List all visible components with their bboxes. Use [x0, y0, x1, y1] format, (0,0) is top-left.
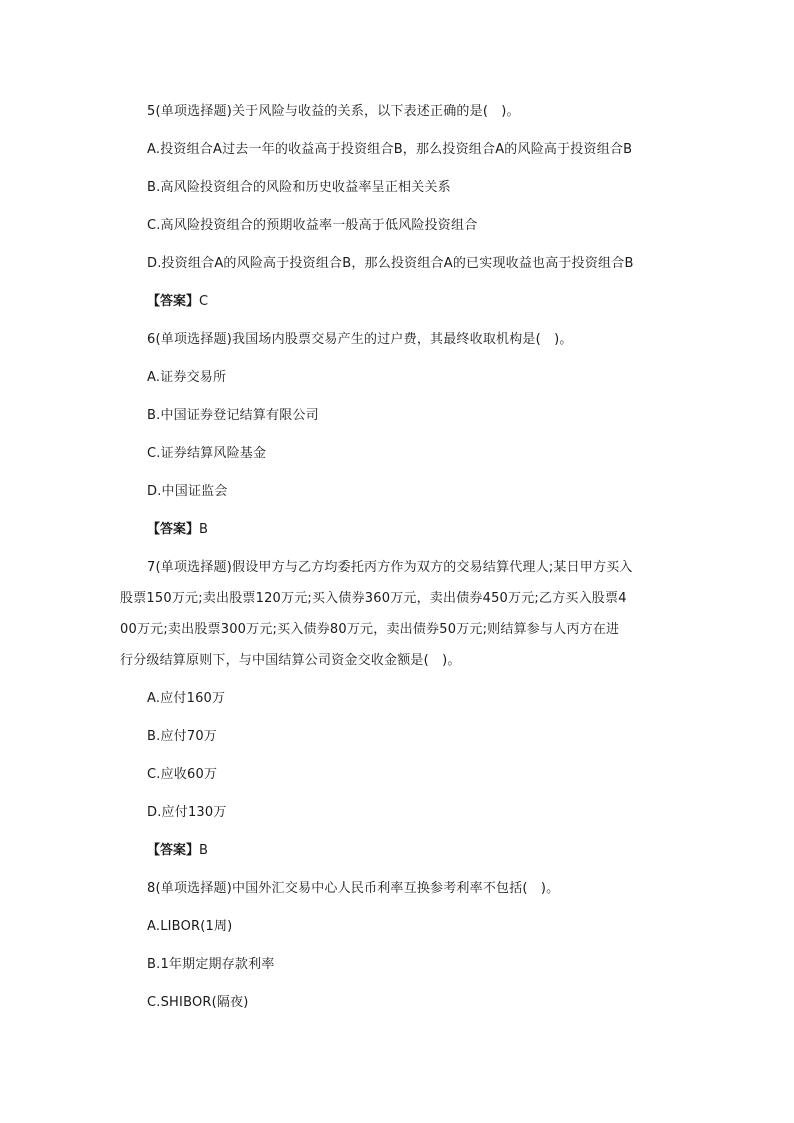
- question-7-option-d: D.应付130万: [147, 805, 227, 820]
- question-6-option-c: C.证券结算风险基金: [147, 446, 267, 461]
- question-7-stem-line-4: 行分级结算原则下，与中国结算公司资金交收金额是( )。: [120, 653, 461, 668]
- question-7-option-c: C.应收60万: [147, 767, 218, 782]
- answer-label: 【答案】: [147, 522, 200, 537]
- question-7-answer: [147, 842, 208, 860]
- question-7-stem-line-3: 00万元;卖出股票300万元;买入债券80万元，卖出债券50万元;则结算参与人丙方在进: [120, 622, 620, 637]
- question-6-option-d: D.中国证监会: [147, 484, 228, 499]
- question-5-option-a: A.投资组合A过去一年的收益高于投资组合B，那么投资组合A的风险高于投资组合B: [147, 142, 633, 157]
- question-5-stem: 5(单项选择题)关于风险与收益的关系，以下表述正确的是( )。: [147, 104, 520, 119]
- question-7-option-b: B.应付70万: [147, 729, 217, 744]
- question-6-stem: 6(单项选择题)我国场内股票交易产生的过户费，其最终收取机构是( )。: [147, 332, 573, 347]
- question-8-option-c: C.SHIBOR(隔夜): [147, 995, 249, 1010]
- question-5-option-b: B.高风险投资组合的风险和历史收益率呈正相关关系: [147, 180, 451, 195]
- answer-label: 【答案】: [147, 843, 200, 858]
- question-5-answer: [147, 293, 208, 311]
- question-7-stem-line-1: 7(单项选择题)假设甲方与乙方均委托丙方作为双方的交易结算代理人;某日甲方买入: [147, 560, 633, 575]
- question-7-stem-line-2: 股票150万元;卖出股票120万元;买入债券360万元，卖出债券450万元;乙方买入股票4: [120, 591, 627, 606]
- question-8-option-b: B.1年期定期存款利率: [147, 957, 275, 972]
- question-6-option-b: B.中国证券登记结算有限公司: [147, 408, 319, 423]
- question-7-option-a: A.应付160万: [147, 691, 226, 706]
- answer-value: B: [199, 522, 208, 537]
- answer-label: 【答案】: [147, 294, 200, 309]
- answer-value: C: [199, 294, 209, 309]
- question-6-answer: [147, 521, 208, 539]
- question-8-stem: 8(单项选择题)中国外汇交易中心人民币利率互换参考利率不包括( )。: [147, 881, 560, 896]
- answer-value: B: [199, 843, 208, 858]
- question-6-option-a: A.证券交易所: [147, 370, 227, 385]
- question-5-option-d: D.投资组合A的风险高于投资组合B，那么投资组合A的已实现收益也高于投资组合B: [147, 256, 634, 271]
- question-5-option-c: C.高风险投资组合的预期收益率一般高于低风险投资组合: [147, 218, 478, 233]
- question-8-option-a: A.LIBOR(1周): [147, 919, 233, 934]
